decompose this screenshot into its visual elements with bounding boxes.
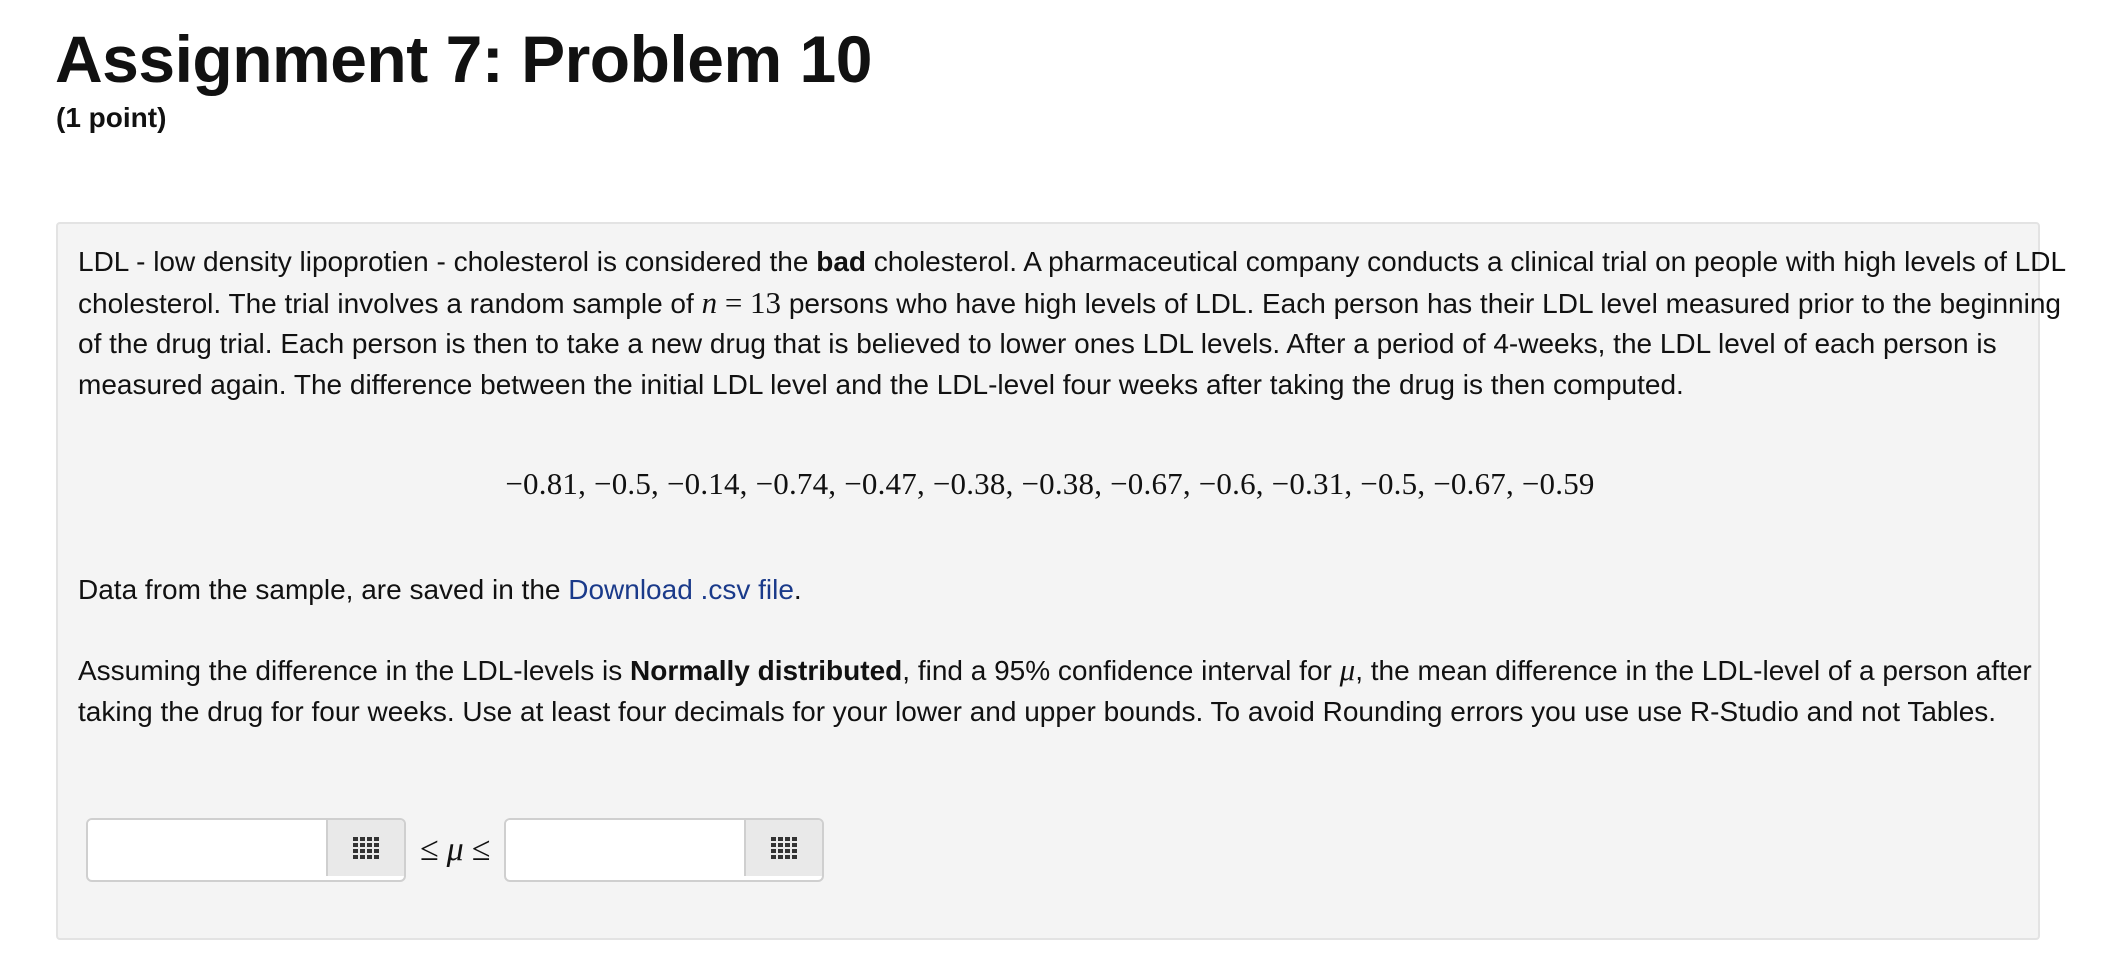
lower-bound-group [86, 818, 406, 882]
download-text: Data from the sample, are saved in the [78, 574, 569, 605]
upper-palette-button[interactable] [744, 820, 822, 876]
question-bold: Normally distributed [630, 655, 903, 686]
intro-text-c: persons who have high levels of LDL. Each person has their LDL level measured prior to the beginning of the drug trial. Each person is then to take a new drug that is believed to lower ones LDL levels. After a period of 4-weeks, the LDL level of each person is measured again. The difference between the initial LDL level and the LDL-level four weeks after taking the drug is then computed. [78, 287, 2061, 400]
problem-box [56, 222, 2065, 940]
lower-palette-button[interactable] [326, 820, 404, 876]
sample-data: −0.81, −0.5, −0.14, −0.74, −0.47, −0.38, −0.38, −0.67, −0.6, −0.31, −0.5, −0.67, −0.59 [505, 466, 1595, 501]
lower-bound-input[interactable] [88, 820, 326, 876]
le-symbol-left: ≤ [420, 831, 439, 868]
data-download-line [78, 570, 2068, 611]
points-label: (1 point) [56, 102, 167, 133]
grid-keypad-icon [353, 837, 379, 859]
intro-bold: bad [816, 246, 867, 277]
question-text-a: Assuming the difference in the LDL-levels is [78, 655, 630, 686]
upper-bound-input[interactable] [506, 820, 744, 876]
n-equals: = 13 [717, 284, 782, 320]
download-period: . [793, 574, 802, 605]
le-symbol-right: ≤ [471, 831, 491, 868]
answer-row [86, 820, 824, 880]
mu-symbol-answer: μ [446, 831, 464, 868]
mu-symbol: μ [1339, 652, 1356, 687]
grid-keypad-icon [771, 837, 797, 859]
download-csv-link[interactable]: Download .csv file [568, 574, 794, 605]
n-variable: n [701, 284, 718, 320]
inequality [420, 831, 490, 869]
question-text [78, 650, 2068, 732]
upper-bound-group [504, 818, 824, 882]
problem-intro [78, 242, 2068, 405]
question-text-b: , find a 95% confidence interval for [902, 655, 1340, 686]
intro-text-b: cholesterol. A pharmaceutical company conducts a clinical trial on people with high levels of LDL cholesterol. The trial involves a random sample of [78, 246, 2065, 319]
intro-text-a: LDL - low density lipoprotien - cholesterol is considered the [78, 246, 817, 277]
page-title: Assignment 7: Problem 10 [55, 22, 872, 96]
question-text-c: , the mean difference in the LDL-level of a person after taking the drug for four weeks. Use at least four decimals for your lower and upper bounds. To avoid Rounding errors you use use R-Studio and not Tables. [78, 655, 2032, 727]
